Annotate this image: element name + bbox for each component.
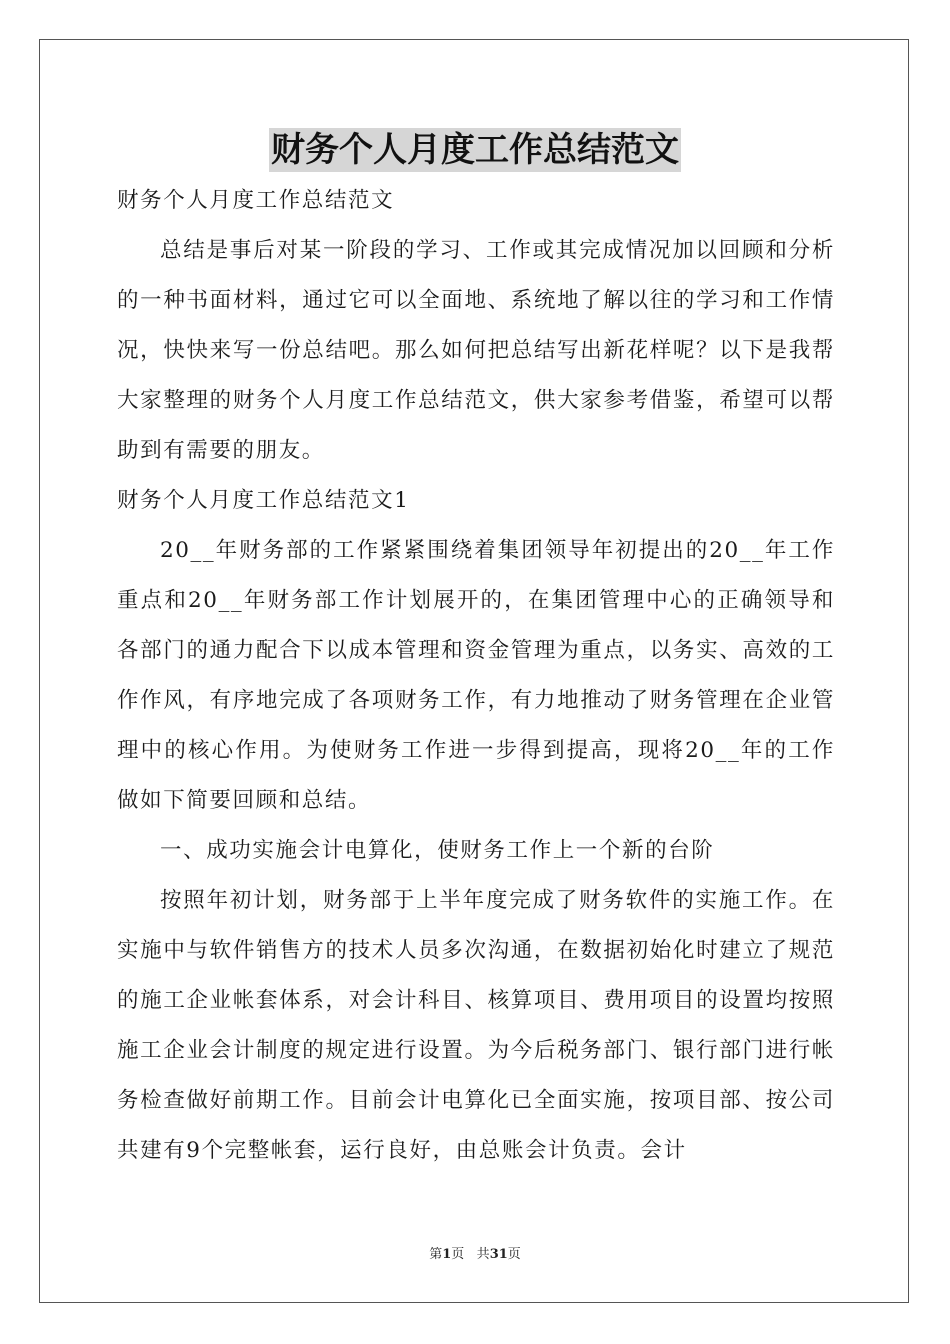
page-footer xyxy=(0,1245,950,1265)
page-number: 1 xyxy=(442,1247,452,1262)
body-paragraph: 20__年财务部的工作紧紧围绕着集团领导年初提出的20__年工作重点和20__年财务部工作计划展开的，在集团管理中心的正确领导和各部门的通力配合下以成本管理和资金管理为重点，以务实、高效的工作作风，有序地完成了各项财务工作，有力地推动了财务管理在企业管理中的核心作用。为使财务工作进一步得到提高，现将20__年的工作做如下简要回顾和总结。 xyxy=(117,538,835,813)
page-prefix: 第 xyxy=(429,1247,443,1262)
title-container xyxy=(0,128,950,172)
page-suffix: 页 xyxy=(451,1247,465,1262)
body-paragraph: 按照年初计划，财务部于上半年度完成了财务软件的实施工作。在实施中与软件销售方的技术人员多次沟通，在数据初始化时建立了规范的施工企业帐套体系，对会计科目、核算项目、费用项目的设置均按照施工企业会计制度的规定进行设置。为今后税务部门、银行部门进行帐务检查做好前期工作。目前会计电算化已全面实施，按项目部、按公司共建有9个完整帐套，运行良好，由总账会计负责。会计 xyxy=(117,888,835,1163)
intro-paragraph: 总结是事后对某一阶段的学习、工作或其完成情况加以回顾和分析的一种书面材料，通过它可以全面地、系统地了解以往的学习和工作情况，快快来写一份总结吧。那么如何把总结写出新花样呢？以下是我帮大家整理的财务个人月度工作总结范文，供大家参考借鉴，希望可以帮助到有需要的朋友。 xyxy=(117,238,835,463)
document-title: 财务个人月度工作总结范文 xyxy=(271,130,679,170)
total-pages: 31 xyxy=(489,1247,508,1262)
total-suffix: 页 xyxy=(507,1247,521,1262)
subtitle-line: 财务个人月度工作总结范文 xyxy=(117,188,395,213)
document-body xyxy=(117,176,835,1176)
subsection-heading: 一、成功实施会计电算化，使财务工作上一个新的台阶 xyxy=(160,838,715,863)
total-prefix: 共 xyxy=(476,1247,490,1262)
section-heading: 财务个人月度工作总结范文1 xyxy=(117,488,410,513)
